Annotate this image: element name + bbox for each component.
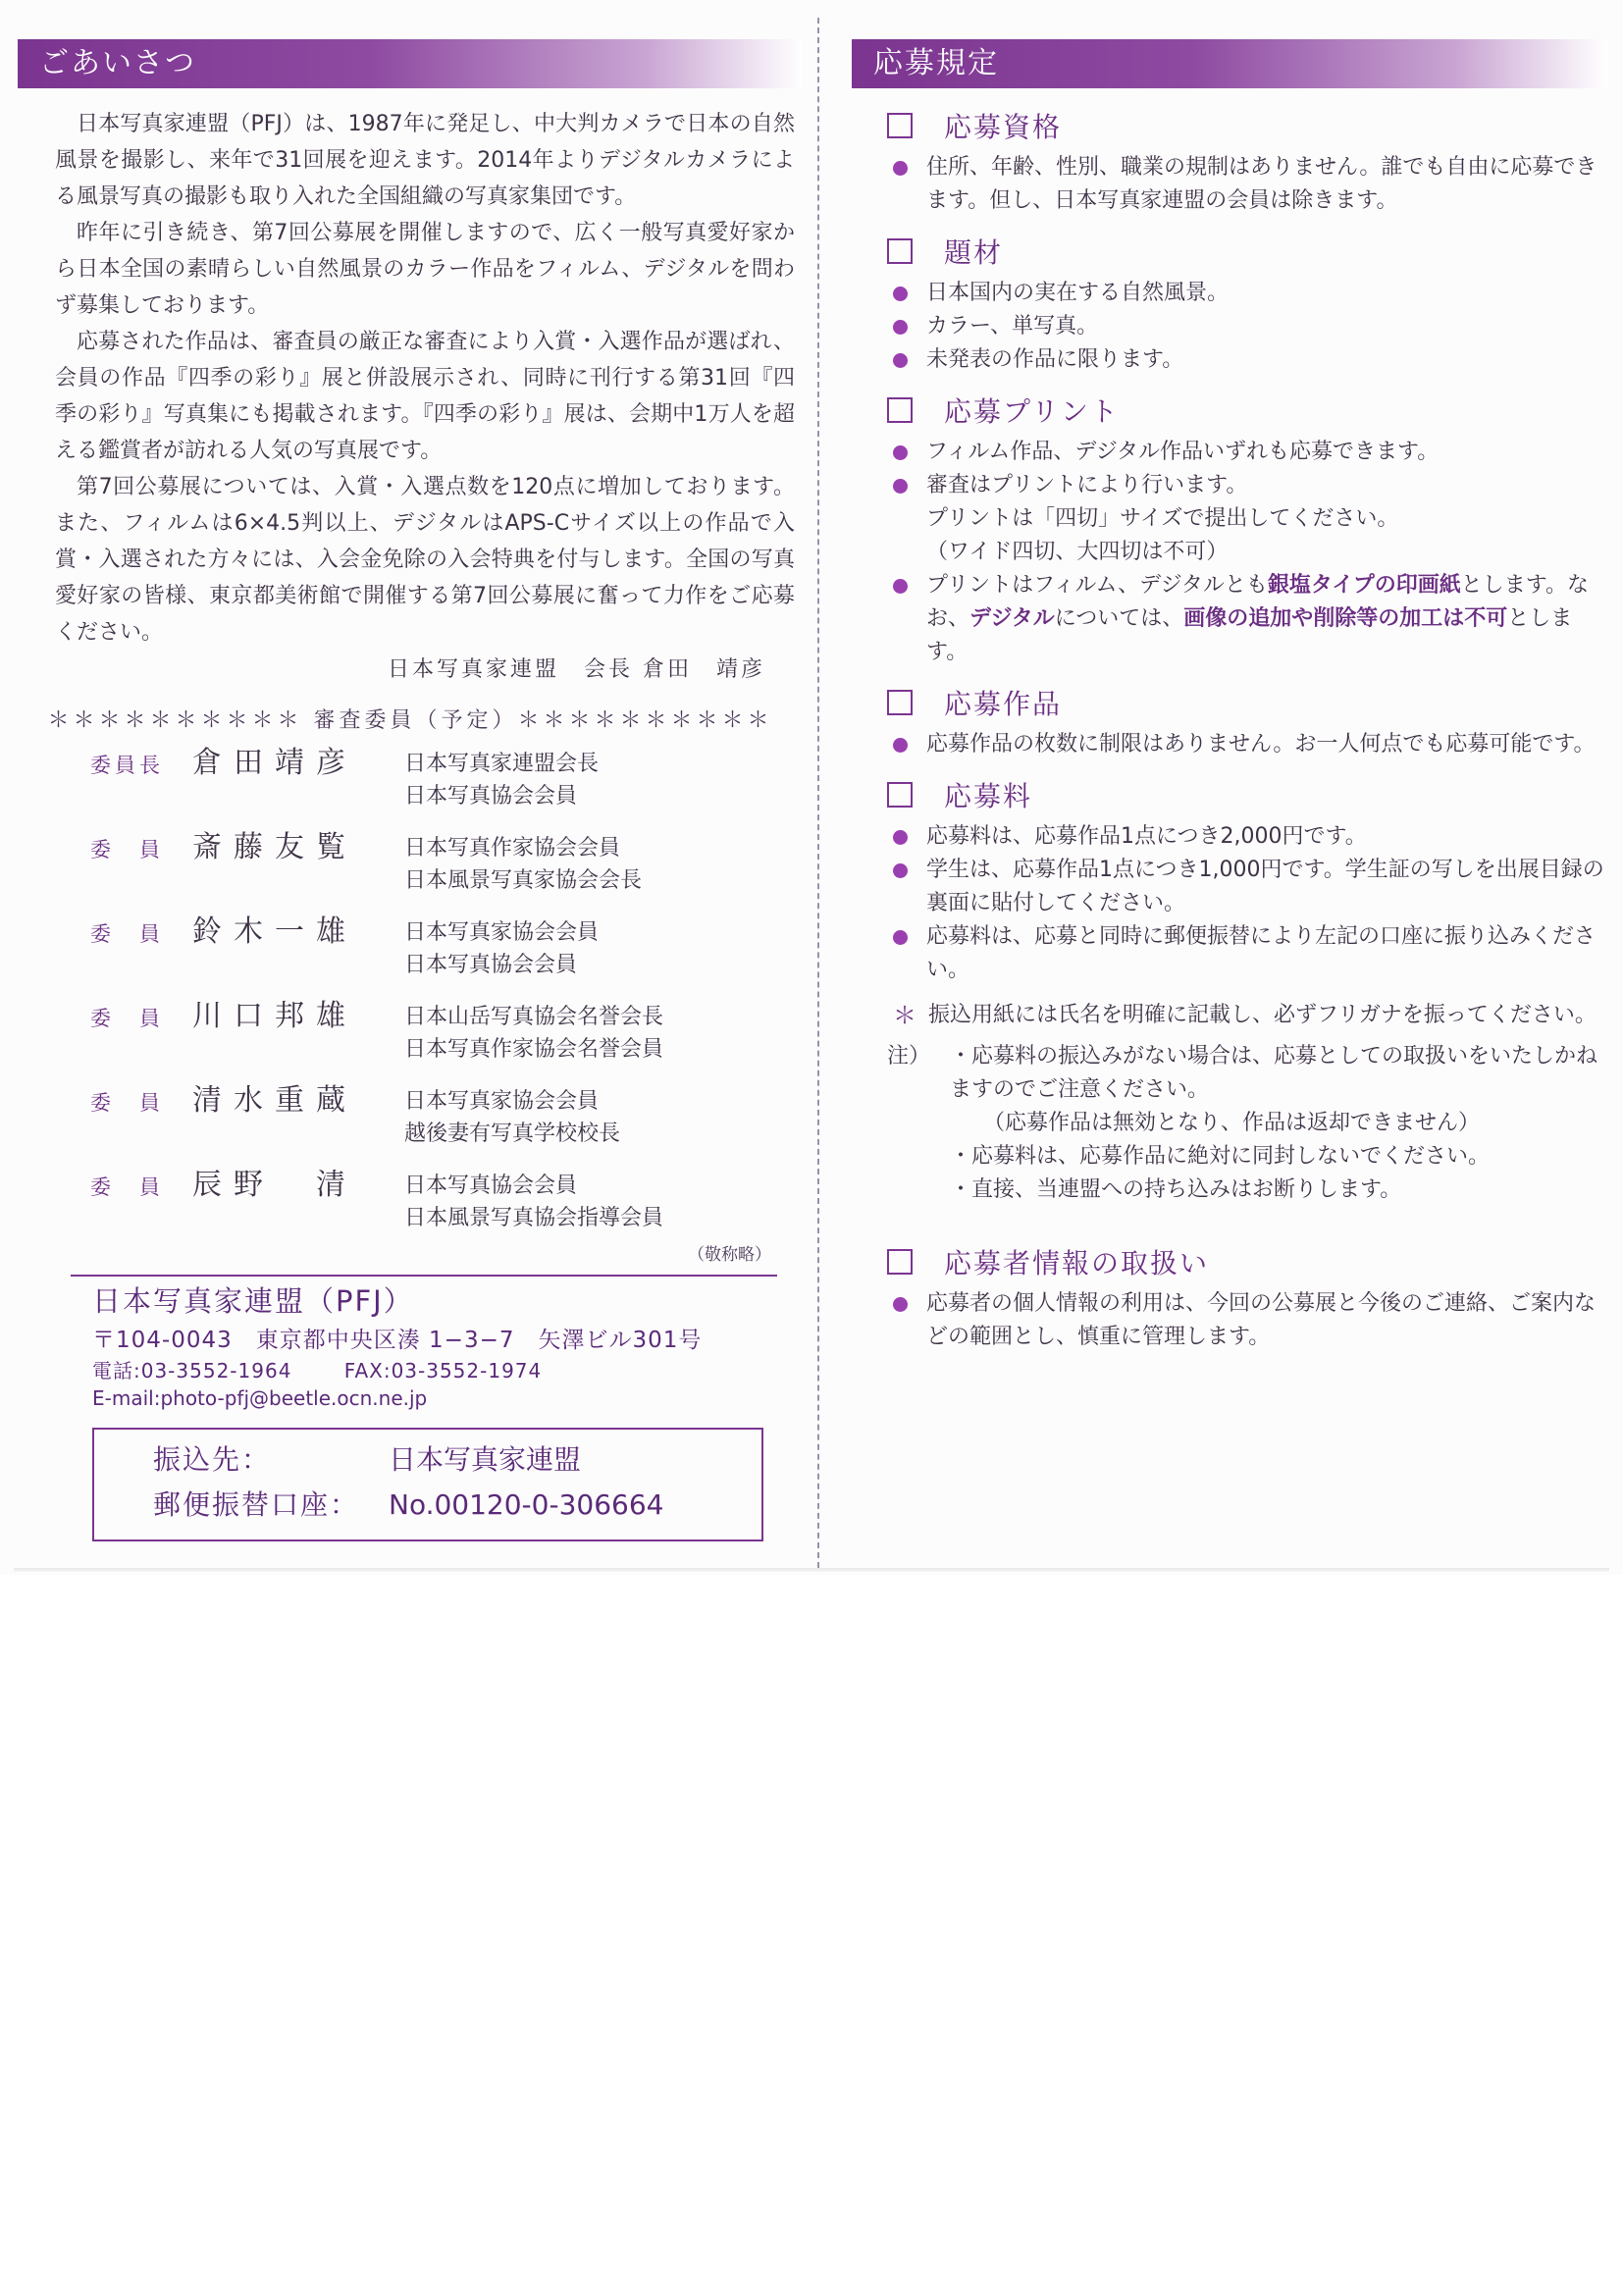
judge-role: 委 員 — [90, 838, 164, 861]
payment-account-label: 郵便振替口座： — [153, 1488, 360, 1521]
judge-affiliation-line: 日本写真作家協会名誉会員 — [404, 1037, 664, 1062]
caution-mark: 注） — [887, 1044, 931, 1069]
checkbox-icon — [887, 113, 913, 138]
judge-row — [90, 997, 803, 1066]
checkbox-icon — [887, 1249, 913, 1275]
judge-row — [90, 744, 803, 812]
organization-phone-fax — [92, 1357, 803, 1384]
greeting-signature: 日本写真家連盟 会長 倉田 靖彦 — [388, 657, 765, 682]
scan-edge — [14, 1568, 1609, 1572]
list-item: フィルム作品、デジタル作品いずれも応募できます。 — [891, 436, 1607, 469]
judge-affiliation-line: 日本写真家協会会員 — [404, 920, 600, 945]
checkbox-icon — [887, 690, 913, 715]
judge-affiliation-line: 日本写真協会会員 — [404, 784, 578, 809]
judge-name: 清水重蔵 — [192, 1083, 357, 1118]
judge-affiliation-line: 日本写真家協会会員 — [404, 1089, 600, 1114]
judge-affiliation-line: 日本風景写真協会指導会員 — [404, 1206, 664, 1230]
judge-row — [90, 1081, 803, 1150]
phone-number: 電話:03-3552-1964 — [92, 1359, 292, 1383]
list-item: 応募料は、応募作品1点につき2,000円です。 — [891, 820, 1607, 854]
fee-heading — [887, 773, 1607, 816]
asterisk-note — [893, 999, 1607, 1032]
judge-role: 委 員 — [90, 1175, 164, 1199]
judge-affiliation — [404, 744, 599, 812]
judge-name: 川口邦雄 — [192, 999, 357, 1033]
print-list — [891, 436, 1607, 669]
judge-affiliation — [404, 1081, 620, 1150]
checkbox-icon — [887, 238, 913, 264]
judge-role: 委 員 — [90, 922, 164, 946]
fax-number: FAX:03-3552-1974 — [343, 1359, 543, 1383]
caution-text: ・応募料は、応募作品に絶対に同封しないでください。 — [950, 1144, 1491, 1169]
judge-name: 倉田靖彦 — [192, 746, 357, 780]
list-item: 応募作品の枚数に制限はありません。お一人何点でも応募可能です。 — [891, 728, 1607, 761]
print-text: とします。 — [926, 606, 1573, 664]
print-heading-text: 応募プリント — [944, 395, 1120, 428]
subject-list — [891, 277, 1607, 377]
list-item: 応募料は、応募と同時に郵便振替により左記の口座に振り込みください。 — [891, 920, 1607, 987]
greeting-paragraph: 昨年に引き続き、第7回公募展を開催しますので、広く一般写真愛好家から日本全国の素晴らしい自然風景のカラー作品をフィルム、デジタルを問わず募集しております。 — [55, 221, 795, 318]
works-heading-text: 応募作品 — [944, 688, 1063, 720]
judge-affiliation — [404, 913, 599, 981]
asterisk-note-text: 振込用紙には氏名を明確に記載し、必ずフリガナを振ってください。 — [928, 1003, 1597, 1027]
judge-name: 鈴木一雄 — [192, 914, 357, 949]
privacy-list — [891, 1287, 1607, 1354]
left-column — [18, 39, 803, 1541]
greeting-body — [18, 88, 803, 690]
list-item: 学生は、応募作品1点につき1,000円です。学生証の写しを出展目録の裏面に貼付してください。 — [891, 854, 1607, 920]
judge-affiliation-line: 日本写真家連盟会長 — [404, 752, 600, 776]
organization-name: 日本写真家連盟（PFJ） — [92, 1284, 414, 1318]
payment-recipient-value: 日本写真家連盟 — [389, 1443, 582, 1476]
caution-paren-note: （応募作品は無効となり、作品は返却できません） — [983, 1111, 1481, 1135]
subject-heading-text: 題材 — [944, 236, 1004, 269]
judge-affiliation-line: 日本風景写真家協会会長 — [404, 868, 643, 893]
fold-line — [817, 18, 819, 1568]
right-column — [852, 39, 1607, 1366]
payment-account-row — [153, 1483, 761, 1528]
checkbox-icon — [887, 782, 913, 808]
eligibility-heading — [887, 104, 1607, 147]
print-heading — [887, 389, 1607, 432]
eligibility-heading-text: 応募資格 — [944, 111, 1063, 143]
privacy-heading-text: 応募者情報の取扱い — [944, 1247, 1210, 1279]
works-heading — [887, 681, 1607, 724]
list-item: 日本国内の実在する自然風景。 — [891, 277, 1607, 310]
payment-recipient-row — [153, 1437, 761, 1483]
judge-row — [90, 913, 803, 981]
caution-text: ・直接、当連盟への持ち込みはお断りします。 — [950, 1177, 1402, 1202]
print-highlight: 画像の追加や削除等の加工は不可 — [1183, 606, 1508, 631]
organization-address: 〒104-0043 東京都中央区湊 1−3−7 矢澤ビル301号 — [92, 1328, 703, 1353]
divider — [71, 1275, 777, 1277]
privacy-heading — [887, 1240, 1607, 1283]
judge-affiliation-line: 越後妻有写真学校校長 — [404, 1122, 621, 1146]
list-item: 審査はプリントにより行います。 — [891, 469, 1607, 502]
print-text: とします。なお、 — [926, 573, 1589, 631]
caution-note — [887, 1040, 1607, 1107]
works-list — [891, 728, 1607, 761]
checkbox-icon — [887, 397, 913, 423]
list-item: カラー、単写真。 — [891, 310, 1607, 343]
list-subitem: プリントは「四切」サイズで提出してください。 — [926, 506, 1399, 531]
asterisk-icon: ＊ — [893, 1002, 916, 1029]
judge-role: 委 員 — [90, 1091, 164, 1115]
list-item: 住所、年齢、性別、職業の規制はありません。誰でも自由に応募できます。但し、日本写真家連盟の会員は除きます。 — [891, 151, 1607, 218]
fee-list — [891, 820, 1607, 987]
email-address: E-mail:photo-pfj@beetle.ocn.ne.jp — [92, 1386, 428, 1410]
payment-account-value: No.00120-0-306664 — [389, 1488, 664, 1521]
eligibility-list — [891, 151, 1607, 218]
caution-text: ・応募料の振込みがない場合は、応募としての取扱いをいたしかねますのでご注意ください。 — [950, 1044, 1598, 1102]
print-text: については、 — [1054, 606, 1184, 631]
payment-recipient-label: 振込先： — [153, 1443, 272, 1476]
rules-header: 応募規定 — [852, 39, 1607, 88]
subject-heading — [887, 230, 1607, 273]
judge-name: 斎藤友覧 — [192, 830, 357, 864]
fee-heading-text: 応募料 — [944, 780, 1033, 812]
print-text: プリントはフィルム、デジタルとも — [926, 573, 1268, 598]
greeting-paragraph: 応募された作品は、審査員の厳正な審査により入賞・入選作品が選ばれ、会員の作品『四季の彩り』展と併設展示され、同時に刊行する第31回『四季の彩り』写真集にも掲載されます。『四季の彩り』展は、会期中1万人を超える鑑賞者が訪れる人気の写真展です。 — [55, 330, 795, 463]
print-highlight: デジタル — [969, 606, 1055, 631]
list-item — [891, 569, 1607, 669]
judge-role: 委 員 — [90, 1007, 164, 1030]
payment-info-box — [92, 1428, 763, 1541]
greeting-header: ごあいさつ — [18, 39, 803, 88]
print-highlight: 銀塩タイプの印画紙 — [1267, 573, 1461, 598]
greeting-paragraph: 日本写真家連盟（PFJ）は、1987年に発足し、中大判カメラで日本の自然風景を撮影し、来年で31回展を迎えます。2014年よりデジタルカメラによる風景写真の撮影も取り入れた全国組織の写真家集団です。 — [55, 112, 795, 209]
judge-name: 辰野 清 — [192, 1168, 357, 1202]
judge-affiliation — [404, 828, 642, 897]
privacy-section — [852, 1240, 1607, 1354]
list-item: 未発表の作品に限ります。 — [891, 343, 1607, 377]
judge-affiliation-line: 日本写真協会会員 — [404, 1174, 578, 1198]
organization-contact — [18, 1278, 803, 1412]
judge-affiliation-line: 日本写真協会会員 — [404, 953, 578, 977]
committee-title: ＊＊＊＊＊＊＊＊＊＊ 審査委員（予定）＊＊＊＊＊＊＊＊＊＊ — [47, 708, 773, 733]
greeting-paragraph: 第7回公募展については、入賞・入選点数を120点に増加しております。また、フィルムは6×4.5判以上、デジタルはAPS-Cサイズ以上の作品で入賞・入選された方々には、入会金免除の入会特典を付与します。全国の写真愛好家の皆様、東京都美術館で開催する第7回公募展に奮って力作をご応募ください。 — [55, 475, 795, 645]
judge-affiliation — [404, 1166, 663, 1234]
honorific-note: （敬称略） — [688, 1245, 771, 1265]
judge-affiliation-line: 日本山岳写真協会名誉会長 — [404, 1005, 664, 1029]
list-subitem: （ワイド四切、大四切は不可） — [926, 540, 1229, 564]
judge-affiliation — [404, 997, 663, 1066]
judge-role: 委員長 — [90, 754, 164, 777]
judge-affiliation-line: 日本写真作家協会会員 — [404, 836, 621, 861]
judge-row — [90, 1166, 803, 1234]
list-item: 応募者の個人情報の利用は、今回の公募展と今後のご連絡、ご案内などの範囲とし、慎重に管理します。 — [891, 1287, 1607, 1354]
judge-row — [90, 828, 803, 897]
